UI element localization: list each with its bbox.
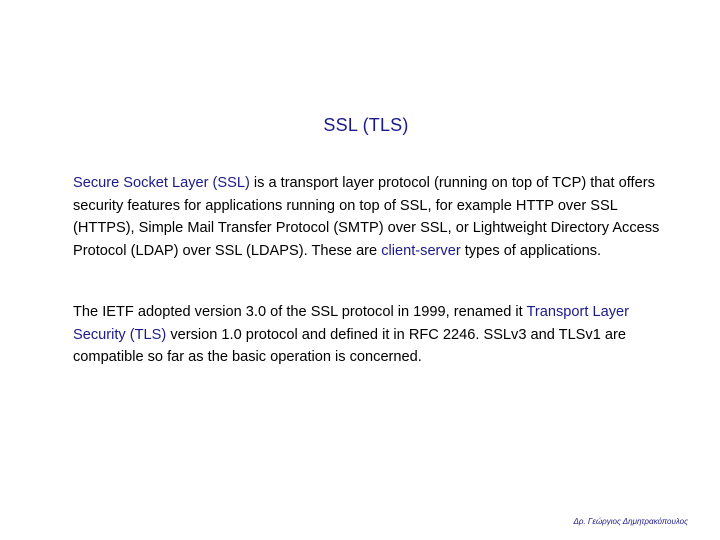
paragraph-text: The IETF adopted version 3.0 of the SSL protocol in 1999, renamed it xyxy=(73,304,527,320)
paragraph-tls-history xyxy=(73,301,663,369)
term-client-server: client-server xyxy=(381,242,461,259)
term-transport-layer-security: Transport Layer Security (TLS) xyxy=(73,304,629,343)
author-footer: Δρ. Γεώργιος Δημητρακόπουλος xyxy=(573,517,688,526)
paragraph-ssl-definition xyxy=(73,172,663,262)
paragraph-text: version 1.0 protocol and defined it in RFC 2246. SSLv3 and TLSv1 are compatible so far as the basic operation is concerned. xyxy=(73,326,626,365)
term-secure-socket-layer: Secure Socket Layer (SSL) xyxy=(73,175,250,191)
paragraph-text: types of applications. xyxy=(460,242,602,259)
slide-title: SSL (TLS) xyxy=(323,115,409,135)
paragraph-text: is a transport layer protocol (running on top of TCP) that offers security features for applications running on top of SSL, for example HTTP over SSL (HTTPS), Simple Mail Transfer Protocol (SMTP) over SSL, or Lightweight Directory Access Protocol (LDAP) over SSL (LDAPS). These are xyxy=(73,175,660,259)
